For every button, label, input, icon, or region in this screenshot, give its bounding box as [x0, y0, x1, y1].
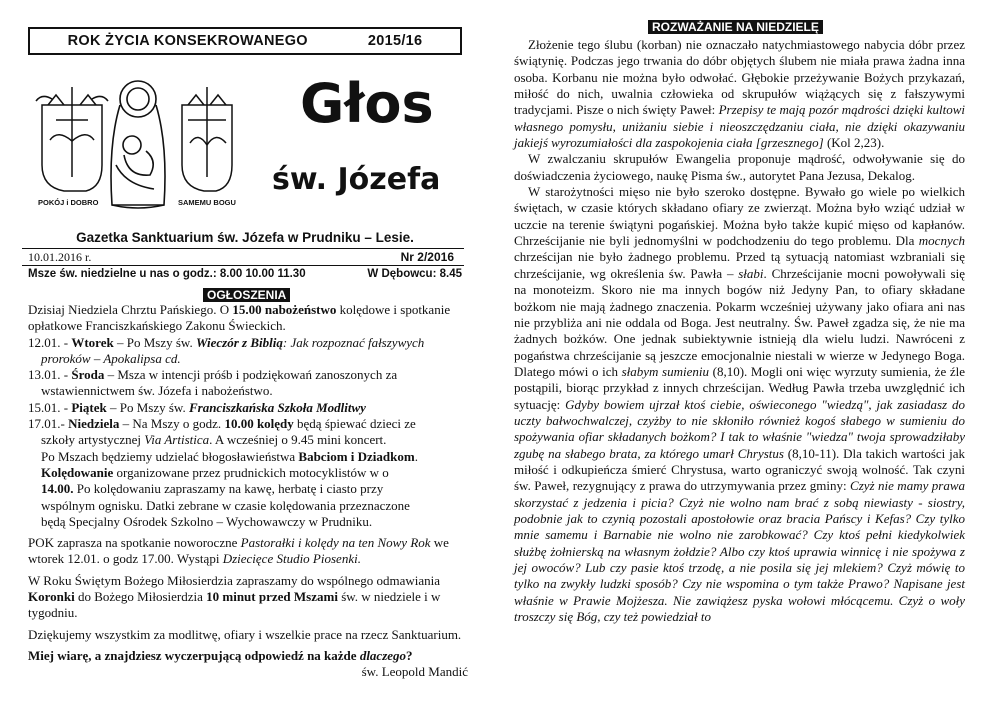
announcement-item-cont: Po Mszach będziemy udzielać błogosławieństwa Babciom i Dziadkom. [41, 448, 418, 464]
announcements-body [28, 302, 476, 681]
announcement-item: 17.01.- Niedziela – Na Mszy o godz. 10.00 kolędy będą śpiewać dzieci ze [28, 416, 416, 432]
divider [22, 248, 464, 249]
year-range: 2015/16 [367, 33, 423, 49]
year-label: ROK ŻYCIA KONSEKROWANEGO [67, 33, 308, 49]
issue-number: Nr 2/2016 [400, 250, 454, 264]
reflection-heading: ROZWAŻANIE NA NIEDZIELĘ [648, 20, 823, 34]
announcement-item: 15.01. - Piątek – Po Mszy św. Franciszkańska Szkoła Modlitwy [28, 399, 366, 415]
motto-right: SAMEMU BOGU [178, 198, 236, 207]
gazette-subtitle: Gazetka Sanktuarium św. Józefa w Prudniku – Lesie. [76, 230, 414, 245]
announcement-item: 13.01. - Środa – Msza w intencji próśb i podziękowań zanoszonych za [28, 367, 398, 383]
quote-author: św. Leopold Mandić [361, 664, 468, 680]
announcement-item-cont: wspólnym ognisku. Datki zebrane w czasie kolędowania przeznaczone [41, 497, 410, 513]
mass-times [28, 268, 462, 280]
announcement-paragraph: Dziękujemy wszystkim za modlitwę, ofiary i wszelkie prace na rzecz Sanktuarium. [28, 626, 462, 642]
announcements-heading: OGŁOSZENIA [203, 288, 290, 302]
divider [22, 265, 464, 266]
franciscan-emblem-image [28, 65, 238, 225]
reflection-paragraph: Złożenie tego ślubu (korban) nie oznaczało natychmiastowego nabycia dóbr przez świątynię. Podczas jego trwania do dóbr objętych ślubem nie miała prawa żadna inna osoba. Korbanu nie można było odwołać. Głębokie przeżywanie Bożych przykazań, miłość do nich, uwalnia człowieka od skrupułów wiążących się z fałszywymi tradycjami. Pisze o nich święty Paweł: Przepisy te mają pozór mądrości dzięki kultowi własnego pomysłu, uniżaniu siebie i nieoszczędzaniu ciała, nie dzięki okazywaniu jakiejś wyrozumiałości dla zaspokojenia ciała [grzesznego] (Kol 2,23). [514, 37, 966, 151]
announcement-item-cont: będą Specjalny Ośrodek Szkolno – Wychowawczy w Prudniku. [41, 513, 373, 529]
announcement-item-cont: 14.00. Po kolędowaniu zapraszamy na kawę, herbatę i ciasto przy [41, 481, 384, 497]
announcement-paragraph: POK zaprasza na spotkanie noworoczne Pastorałki i kolędy na ten Nowy Rok we wtorek 12.01. o godz 17.00. Wystąpi Dziecięce Studio Piosenki. [28, 535, 449, 567]
reflection-body [514, 37, 965, 625]
announcement-item-cont: szkoły artystycznej Via Artistica. A wcześniej o 9.45 mini koncert. [41, 432, 387, 448]
announcement-paragraph: W Roku Świętym Bożego Miłosierdzia zapraszamy do wspólnego odmawiania Koronki do Bożego Miłosierdzia 10 minut przed Mszami św. w niedziele i w tygodniu. [28, 572, 441, 621]
newsletter-title-sub: św. Józefa [272, 162, 441, 197]
mass-hours: Msze św. niedzielne u nas o godz.: 8.00 10.00 11.30 [28, 268, 306, 280]
closing-quote: Miej wiarę, a znajdziesz wyczerpującą odpowiedź na każde dlaczego? [28, 647, 413, 663]
debowiec-mass: W Dębowcu: 8.45 [367, 268, 462, 280]
reflection-paragraph: W starożytności mięso nie było szeroko dostępne. Bywało go wiele po wielkich świętach, w czasie których składano ofiary ze zwierząt. Można było wziąć udział w uczcie na terenie świątyni pogańskiej. Można było także kupić mięso od kapłanów. Chrześcijanie nie byli jednomyślni w podchodzeniu do tego problemu. Dla mocnych chrześcijan nie było żadnego problemu. Przed tą sytuacją natomiast wzbraniali się chrześcijanie, wg określenia św. Pawła – słabi. Chrześcijanie mocni powoływali się na monoteizm. Skoro nie ma innych bogów niż Jedyny Pan, to ofiary składane bożkom nie mają żadnego znaczenia. Pokarm wcześniej używany jako ofiara ani nas nie przybliża ani nie oddala od Boga. Jest neutralny. Św. Paweł zgadza się, że nie ma żadnych bożków. One jednak subiektywnie istnieją dla wielu ludzi. Nawróceni z pogaństwa chrześcijanie są jeszcze emocjonalnie niestali w wierze w Jedynego Boga. Dlatego mówi o ich słabym sumieniu (8,10). Mogli oni więc wyrzuty sumienia, że źle postąpili, biorąc przykład z innych chrześcijan. Według Pawła trzeba uwzględnić ich sytuację: Gdyby bowiem ujrzał ktoś ciebie, oświeconego "wiedzą", jak zasiadasz do uczty bałwochwalczej, czyżby to nie skłoniło również kogoś słabego w sumieniu do spożywania ofiar składanych bożkom? I tak to właśnie "wiedza" twoja sprowadziłaby zgubę na słabego brata, za którego umarł Chrystus (8,10-11). Dla takich wartości jak miłość i odkupieńcza śmierć Chrystusa, warto ograniczyć swoją wolność. Tak czyni św. Paweł, rezygnujący z prawa do utrzymywania przez gminy: Czyż nie mamy prawa skorzystać z jedzenia i picia? Czyż nie wolno nam brać z sobą niewiasty - siostry, podobnie jak to czynią pozostali apostołowie oraz bracia Pańscy i Kefas? Czy tylko mnie samemu i Barnabie nie wolno nie zarobkować? Czy ktoś pełni kiedykolwiek służbę żołnierską na własnym żołdzie? Albo czy ktoś uprawia winnicę i nie spożywa z jej owoców? Lub czy pasie ktoś trzodę, a nie posila się jej mlekiem? Czyż mówię to tylko na zwykły ludzki sposób? Czy nie wspomina o tym także Prawo? Napisane jest właśnie w Prawie Mojżesza. Nie zawiążesz pyska wołowi młócącemu. Czyż o woły troszczy się Bóg, czy też powiedział to [514, 184, 966, 625]
date-row [28, 250, 462, 265]
announcement-item: 12.01. - Wtorek – Po Mszy św. Wieczór z Biblią: Jak rozpoznać fałszywych [28, 334, 425, 350]
year-banner [28, 27, 462, 55]
newsletter-title: Głos [300, 72, 434, 135]
issue-date: 10.01.2016 r. [28, 250, 92, 264]
reflection-paragraph: W zwalczaniu skrupułów Ewangelia proponuje mądrość, odwoływanie się do doświadczenia życiowego, naukę Pisma św., autorytet Pana Jezusa, Dekalog. [514, 151, 965, 183]
announcement-item-cont: proroków – Apokalipsa cd. [41, 350, 181, 366]
announcement-item-cont: Kolędowanie organizowane przez prudnickich motocyklistów w o [41, 464, 389, 480]
motto-left: POKÓJ i DOBRO [38, 198, 99, 207]
announcement-paragraph: Dzisiaj Niedziela Chrztu Pańskiego. O 15.00 nabożeństwo kolędowe i spotkanie opłatkowe Franciszkańskiego Zakonu Świeckich. [28, 302, 451, 334]
announcement-item-cont: wstawiennictwem św. Józefa i nabożeństwo. [41, 383, 273, 399]
